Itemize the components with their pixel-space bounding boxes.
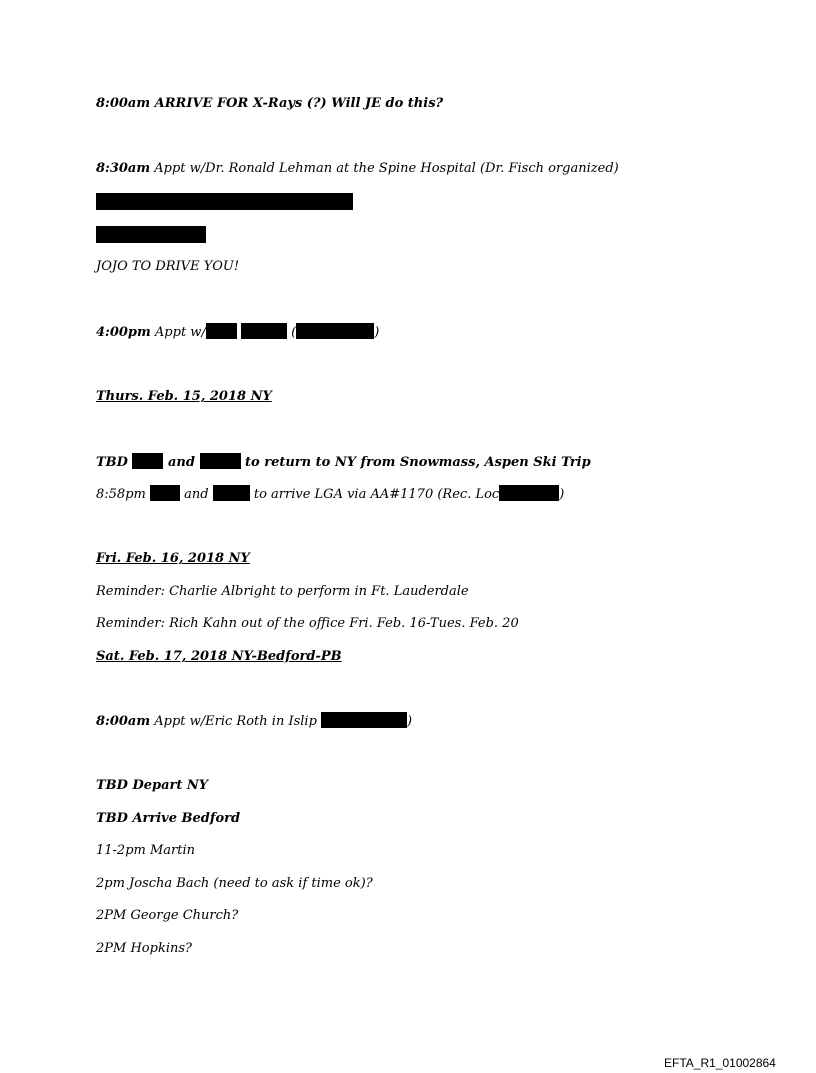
reminder-kahn: Reminder: Rich Kahn out of the office Fri. Feb. 16-Tues. Feb. 20	[96, 616, 519, 631]
entry-time: 4:00pm	[96, 325, 151, 340]
entry-bach: 2pm Joscha Bach (need to ask if time ok)?	[96, 876, 373, 891]
entry-text: Appt w/Eric Roth in Islip	[154, 714, 317, 729]
redaction	[150, 485, 180, 501]
redaction	[499, 485, 559, 501]
redaction	[241, 323, 287, 339]
close-paren: )	[407, 714, 413, 729]
entry-time: 8:00am	[96, 714, 151, 729]
conjunction: and	[184, 487, 209, 502]
date-header-fri: Fri. Feb. 16, 2018 NY	[96, 551, 250, 566]
entry-time: 8:30am	[96, 161, 151, 176]
entry-hopkins: 2PM Hopkins?	[96, 941, 192, 956]
entry-arrive-lga	[96, 485, 564, 504]
entry-text: ARRIVE FOR X-Rays (?) Will JE do this?	[154, 96, 444, 111]
redaction	[321, 712, 407, 728]
close-paren: )	[374, 325, 380, 340]
entry-text: JOJO TO DRIVE YOU!	[96, 259, 240, 274]
close-paren: )	[559, 487, 565, 502]
redaction	[200, 453, 241, 469]
entry-depart-ny: TBD Depart NY	[96, 778, 209, 793]
entry-church: 2PM George Church?	[96, 908, 239, 923]
redaction	[132, 453, 163, 469]
reminder-albright: Reminder: Charlie Albright to perform in Ft. Lauderdale	[96, 584, 469, 599]
entry-prefix: Appt w/	[154, 325, 206, 340]
entry-4pm-appt	[96, 323, 379, 342]
redaction-block	[96, 193, 353, 210]
open-paren: (	[291, 325, 297, 340]
entry-jojo	[96, 258, 239, 276]
conjunction: and	[168, 455, 195, 470]
redaction	[296, 323, 374, 339]
date-header-thurs: Thurs. Feb. 15, 2018 NY	[96, 389, 272, 404]
redaction	[213, 485, 250, 501]
entry-spine-appt	[96, 160, 619, 178]
entry-xrays	[96, 95, 443, 113]
entry-martin: 11-2pm Martin	[96, 843, 196, 858]
entry-roth-appt	[96, 712, 412, 731]
entry-time: TBD	[96, 455, 128, 470]
entry-text: to arrive LGA via AA#1170 (Rec. Loc	[253, 487, 500, 502]
redaction-block	[96, 226, 206, 243]
entry-text: Appt w/Dr. Ronald Lehman at the Spine Hospital (Dr. Fisch organized)	[154, 161, 619, 176]
entry-time: 8:58pm	[96, 487, 146, 502]
document-id: EFTA_R1_01002864	[664, 1056, 776, 1070]
entry-time: 8:00am	[96, 96, 151, 111]
date-header-sat: Sat. Feb. 17, 2018 NY-Bedford-PB	[96, 649, 342, 664]
entry-text: to return to NY from Snowmass, Aspen Ski Trip	[245, 455, 591, 470]
entry-arrive-bedford: TBD Arrive Bedford	[96, 811, 241, 826]
entry-tbd-return	[96, 453, 591, 472]
redaction	[206, 323, 237, 339]
